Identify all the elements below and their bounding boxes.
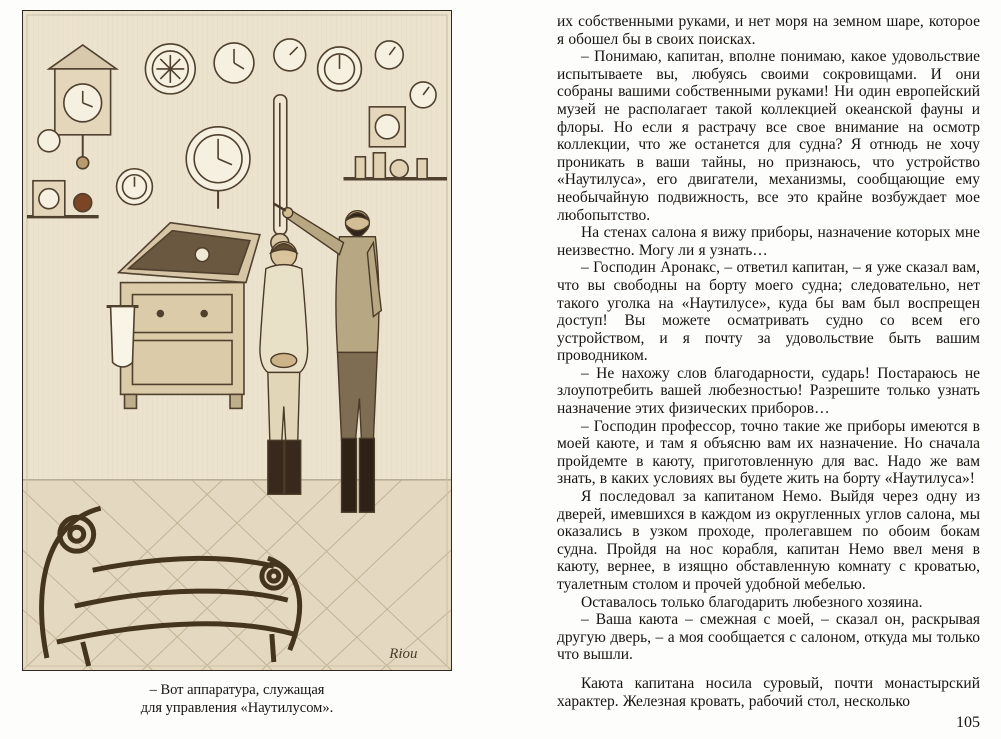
dial-icon xyxy=(38,130,60,152)
artist-signature: Riou xyxy=(389,645,418,663)
paragraph: – Понимаю, капитан, вполне понимаю, какое удовольствие испытываете вы, любуясь своими сокровищами. И они собраны вашими собственными руками! Ни один европейский музей не располагает такой коллекцией океанской фауны и флоры. Но если я растрачу все свое внимание на осмотр коллекции, что же останется для судна? Я отнюдь не хочу проникать в ваши тайны, но признаюсь, что устройство «Наутилуса», его двигатели, механизмы, сообщающие ему необычайную подвижность, все это крайне возбуждает мое любопытство. xyxy=(557,48,980,224)
illustration-caption xyxy=(22,682,452,717)
paragraph: – Ваша каюта – смежная с моей, – сказал он, раскрывая другую дверь, – а моя сообщается с салоном, откуда мы только что вышли. xyxy=(557,611,980,664)
caption-line: – Вот аппаратура, служащая xyxy=(149,682,325,698)
dial-icon xyxy=(410,82,436,108)
paragraph: – Господин профессор, точно такие же приборы имеются в моей каюте, и там я объясню вам их назначение. Но сначала пройдемте в каюту, приготовленную для вас. Надо же вам знать, в каких условиях вы будете жить на борту «Наутилуса»! xyxy=(557,417,980,488)
left-page xyxy=(0,0,500,739)
dial-icon xyxy=(274,39,306,71)
star-dial-icon xyxy=(145,44,195,94)
page-number: 105 xyxy=(956,714,980,731)
sphere-ornament-icon xyxy=(74,194,92,212)
paragraph: – Не нахожу слов благодарности, сударь! Постараюсь не злоупотребить вашей любезностью! Разрешите только узнать назначение этих физических приборов… xyxy=(557,364,980,418)
illustration-frame xyxy=(22,10,452,671)
engraving-illustration xyxy=(23,11,451,670)
dial-icon xyxy=(318,47,362,91)
text-column xyxy=(557,13,980,710)
paragraph: Я последовал за капитаном Немо. Выйдя через одну из дверей, имевшихся в каждом из округленных углов салона, мы оказались в узком проходе, пролегавшем по обоим бокам судна. Пройдя на нос корабля, капитан Немо ввел меня в каюту, вернее, в изящно обставленную комнату с кроватью, туалетным столом и прочей удобной мебелью. xyxy=(557,488,980,593)
right-page xyxy=(500,0,1001,739)
paragraph: Оставалось только благодарить любезного хозяина. xyxy=(581,593,923,611)
dial-icon xyxy=(214,43,254,83)
dial-icon xyxy=(117,169,153,205)
paragraph: их собственными руками, и нет моря на земном шаре, которое я обошел бы в своих поисках. xyxy=(557,13,980,48)
paragraph: Каюта капитана носила суровый, почти монастырский характер. Железная кровать, рабочий стол, несколько xyxy=(557,674,980,710)
tiled-floor xyxy=(23,480,451,670)
paragraph: На стенах салона я вижу приборы, назначение которых мне неизвестно. Могу ли я узнать… xyxy=(557,224,980,259)
paragraph: – Господин Аронакс, – ответил капитан, – я уже сказал вам, что вы свободны на борту моего судна; следовательно, нет такого уголка на «Наутилусе», куда бы вам был воспрещен доступ! Вы можете осматривать судно со всем его устройством, и я почту за удовольствие быть вашим проводником. xyxy=(557,259,980,365)
gauge-box-icon xyxy=(369,107,405,147)
dial-icon xyxy=(375,41,403,69)
caption-line: для управления «Наутилусом». xyxy=(140,699,334,716)
barometer-icon xyxy=(271,95,289,252)
